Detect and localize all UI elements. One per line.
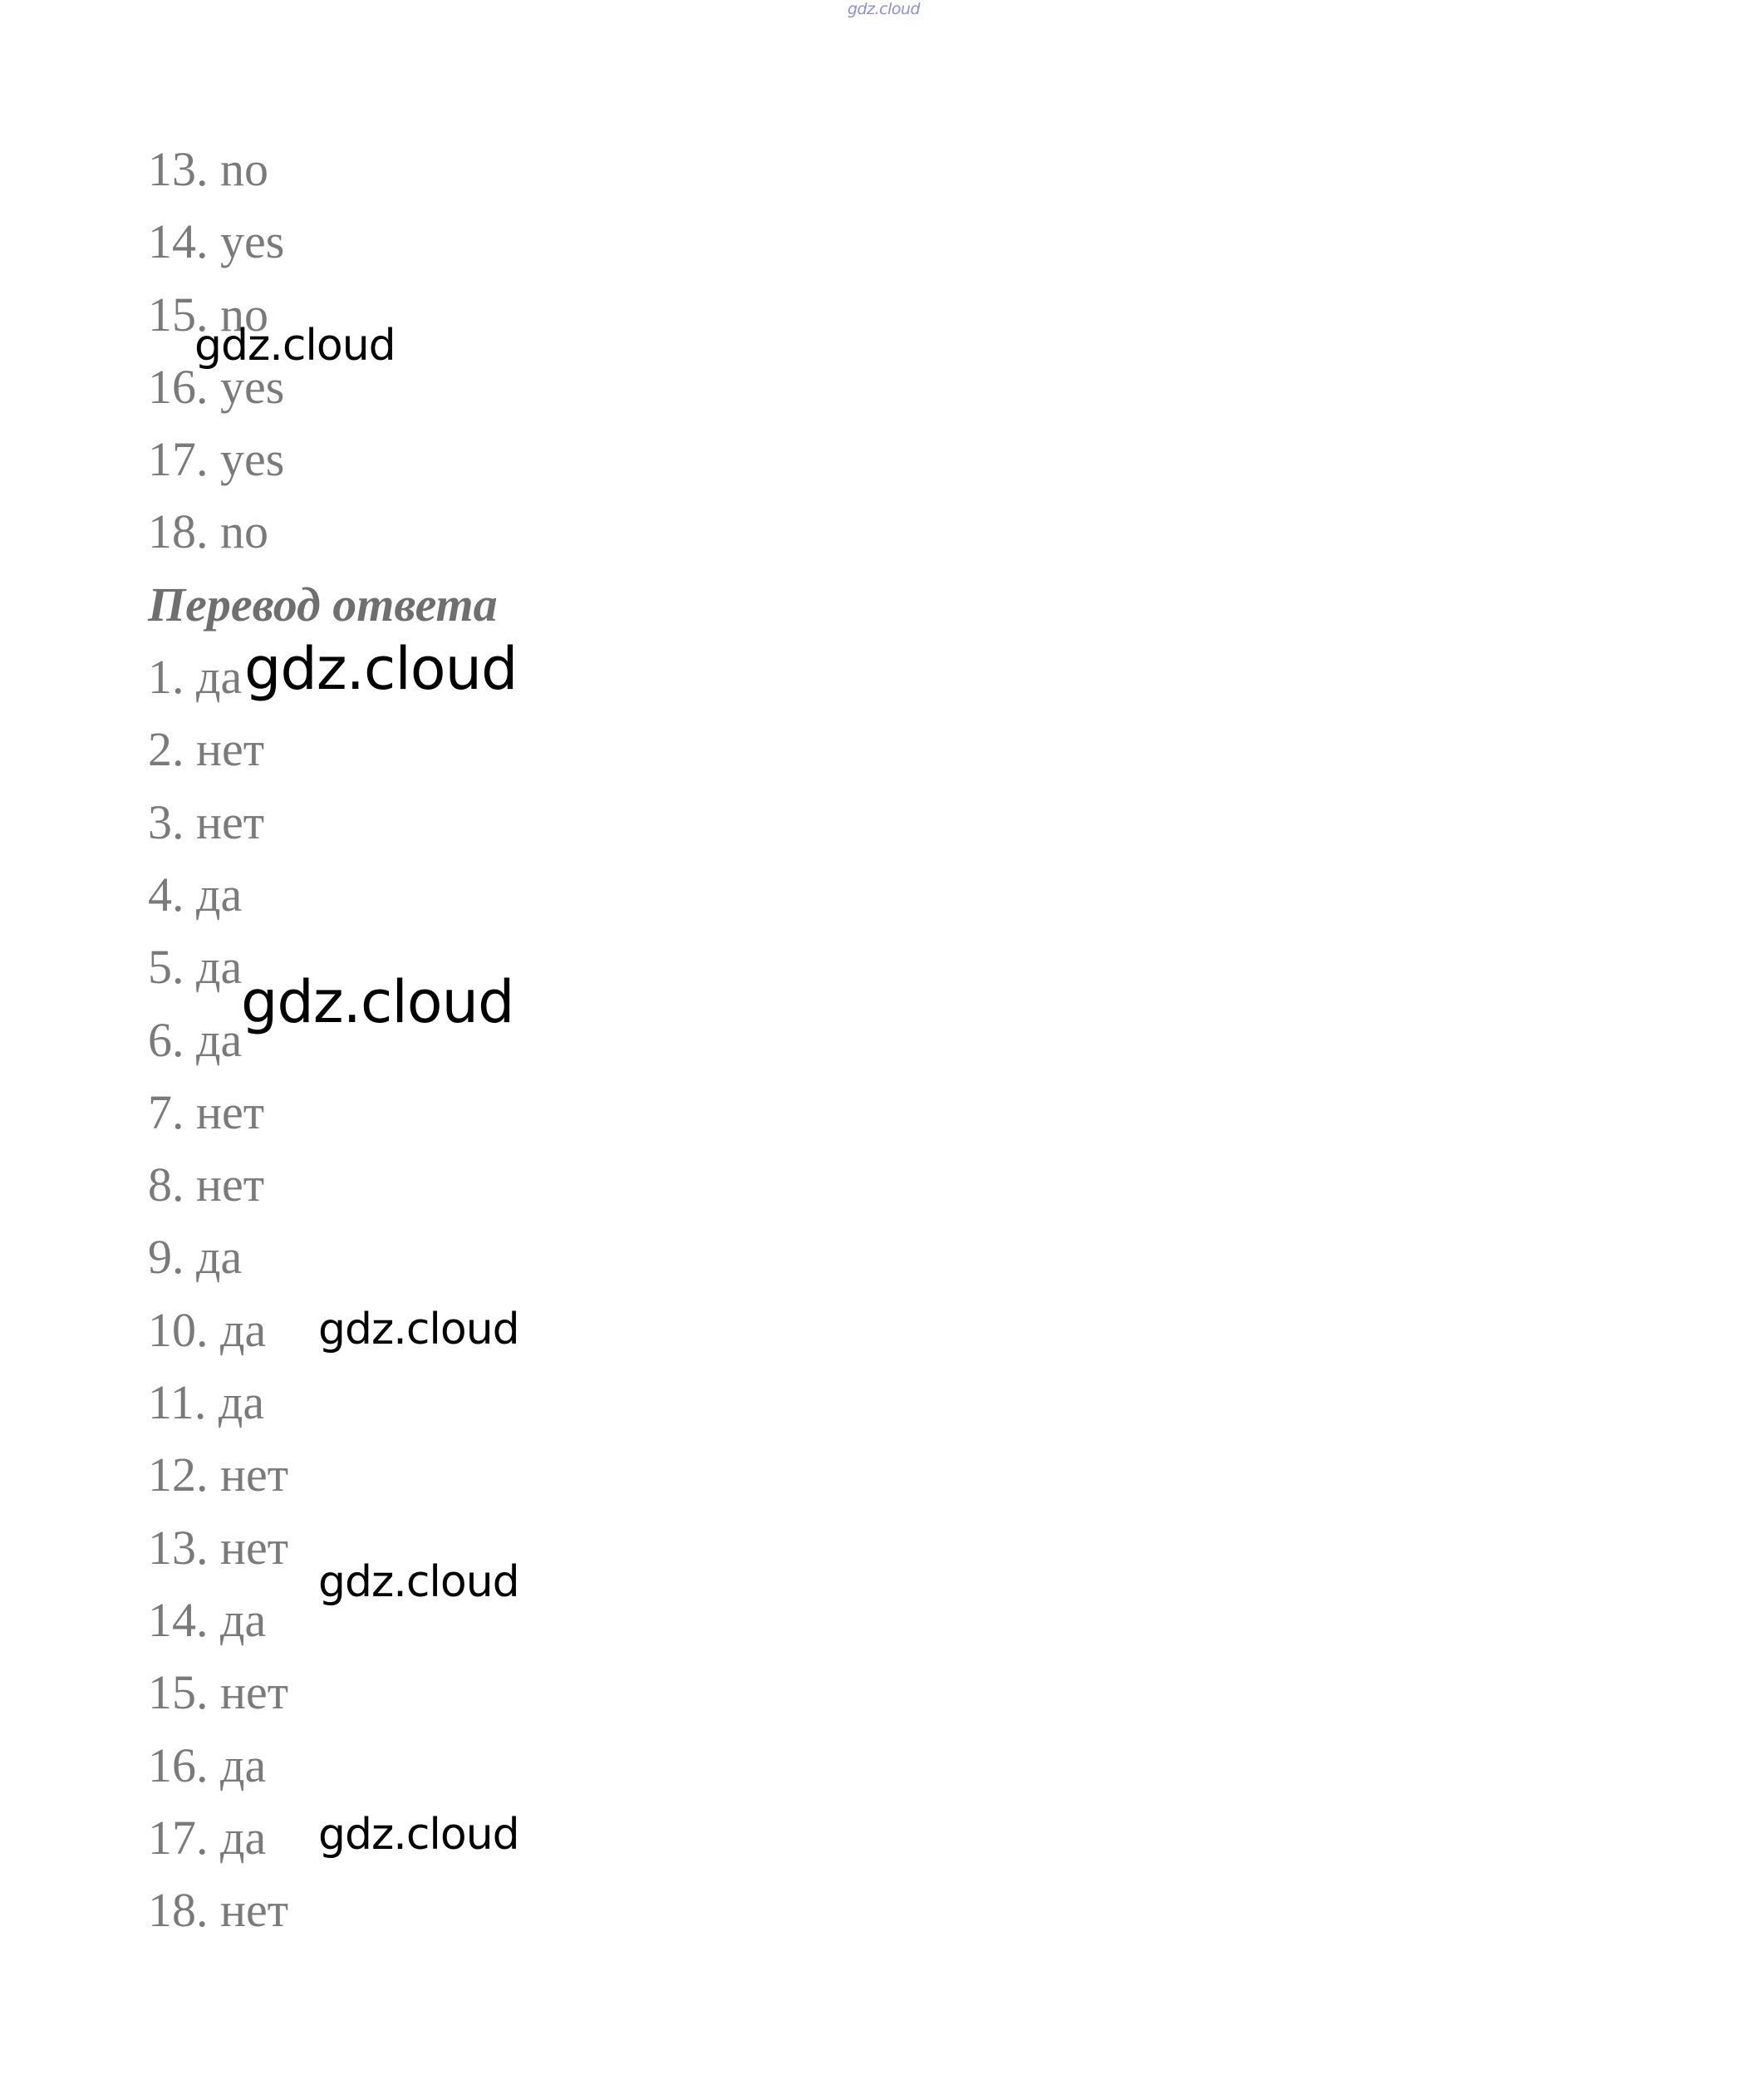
watermark: gdz.cloud [318, 1305, 519, 1354]
answer-item-en: 15. no [148, 287, 268, 342]
watermark: gdz.cloud [194, 321, 396, 371]
watermark: gdz.cloud [241, 968, 514, 1036]
header-watermark: gdz.cloud [848, 0, 921, 18]
watermark: gdz.cloud [244, 635, 518, 703]
watermark: gdz.cloud [318, 1810, 519, 1860]
translation-item: 18. нет [148, 1883, 289, 1938]
translation-item: 11. да [148, 1375, 265, 1430]
translation-item: 10. да [148, 1302, 267, 1357]
translation-item: 3. нет [148, 794, 265, 849]
translation-item: 15. нет [148, 1665, 289, 1720]
translation-item: 2. нет [148, 722, 265, 777]
translation-heading: Перевод ответа [148, 577, 498, 632]
translation-item: 17. да [148, 1810, 267, 1865]
translation-item: 6. да [148, 1012, 243, 1067]
watermark: gdz.cloud [318, 1557, 519, 1607]
translation-item: 8. нет [148, 1158, 265, 1212]
answer-item-en: 16. yes [148, 359, 285, 414]
translation-item: 16. да [148, 1737, 267, 1792]
translation-item: 5. да [148, 940, 243, 995]
answer-item-en: 17. yes [148, 432, 285, 487]
translation-item: 7. нет [148, 1084, 265, 1139]
translation-item: 9. да [148, 1230, 243, 1285]
answer-item-en: 13. no [148, 142, 268, 196]
translation-item: 14. да [148, 1592, 267, 1647]
translation-item: 12. нет [148, 1447, 289, 1502]
answer-item-en: 14. yes [148, 214, 285, 269]
translation-item: 13. нет [148, 1520, 289, 1575]
answer-list [148, 133, 498, 1946]
translation-item: 1. да [148, 650, 243, 705]
answer-item-en: 18. no [148, 504, 268, 559]
translation-item: 4. да [148, 867, 243, 922]
